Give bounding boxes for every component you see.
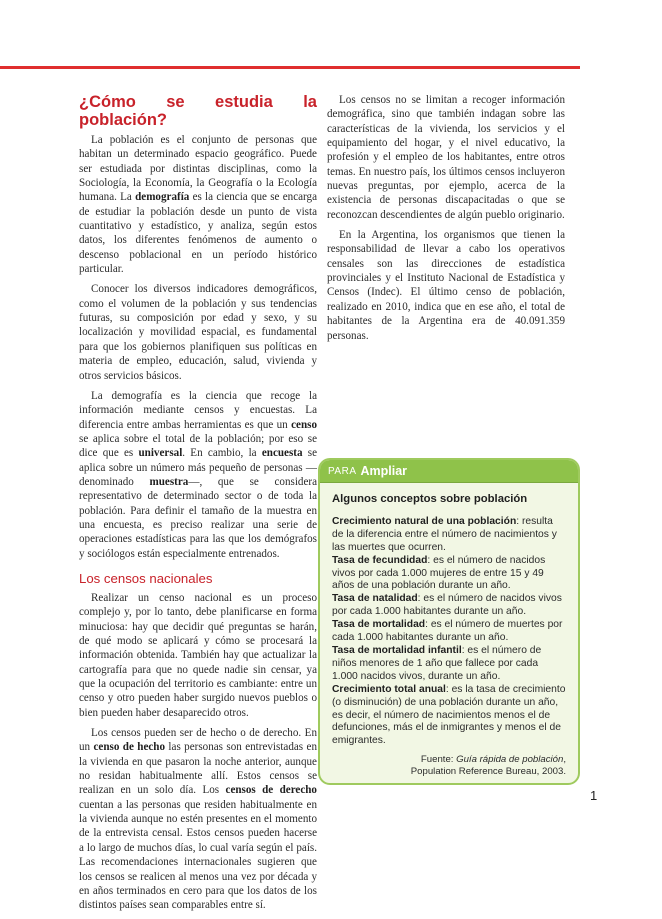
sidebar-heading: Algunos conceptos sobre población (332, 493, 528, 505)
definition-item: Tasa de natalidad: es el número de nacidos vivos por cada 1.000 habitantes durante un año. (332, 593, 562, 618)
para-ampliar-box (318, 458, 580, 785)
paragraph: La población es el conjunto de personas que habitan un determinado espacio geográfico. Puede ser estudiada por distintas disciplinas, como la Sociología, la Economía, la Geografía o la Ecología humana. La demografía es la ciencia que se encarga de estudiar la población desde un punto de vista cuantitativo y estadístico, y analiza, según estos datos, los diferentes fenómenos de aumento o descenso poblacional en un período histórico particular. (79, 134, 318, 276)
paragraph: En la Argentina, los organismos que tienen la responsabilidad de llevar a cabo los operativos censales son las direcciones de estadística provinciales y el Instituto Nacional de Estadística y Censos (Indec). El último censo de población, realizado en 2010, indica que en ese año, el total de habitantes de la Argentina era de 40.091.359 personas. (327, 229, 565, 342)
paragraph: Realizar un censo nacional es un proceso complejo y, por lo tanto, debe planificarse en forma minuciosa: hay que decidir qué preguntas se harán, de qué modo se aplicará y cómo se procesará la información obtenida. También hay que actualizar la cartografía para que no quede nadie sin censar, ya que la ocupación del territorio es cambiante: entre un censo y otro pueden haber surgido nuevos pueblos o bien pueden haber desaparecido otros. (79, 591, 317, 719)
paragraph: Conocer los diversos indicadores demográficos, como el volumen de la población y sus tendencias futuras, su composición por edad y sexo, y su localización y movilidad espacial, es fundamental para que los gobiernos planifiquen sus políticas en materia de empleo, educación, salud, vivienda y otros servicios básicos. (79, 283, 317, 382)
paragraph: Los censos no se limitan a recoger información demográfica, sino que también indagan sobre las características de la vivienda, los servicios y el equipamiento del hogar, y el nivel educativo, la profesión y el empleo de los habitantes, entre otros temas. En nuestro país, los últimos censos incluyeron nuevas preguntas, por ejemplo, acerca de la existencia de personas discapacitadas o que se reconozcan descendientes de algún pueblo originario. (327, 94, 565, 221)
definition-item: Crecimiento natural de una población: resulta de la diferencia entre el número de nacimientos y las muertes que ocurren. (332, 515, 557, 553)
sidebar-title: Ampliar (360, 464, 408, 478)
section-title: ¿Cómo se estudia la población? (79, 93, 317, 129)
definition-item: Tasa de mortalidad infantil: es el número de niños menores de 1 año que fallece por cada 1.000 nacidos vivos, durante un año. (332, 644, 542, 682)
page-number: 1 (590, 788, 598, 803)
paragraph: Los censos pueden ser de hecho o de derecho. En un censo de hecho las personas son entrevistadas en la vivienda en que pasaron la noche anterior, aunque no residan habitualmente allí. Estos censos se realizan en un solo día. Los censos de derecho cuentan a las personas que residen habitualmente en la vivienda aunque no estén presentes en el momento de la entrevista censal. Estos censos pueden hacerse a lo largo de muchos días, lo cual varía según el país. Las recomendaciones internacionales sugieren que los censos se realicen al menos una vez por década y en años terminados en cero para que los datos de los distintos países sean comparables entre sí. (79, 727, 317, 912)
definition-item: Tasa de mortalidad: es el número de muertes por cada 1.000 habitantes durante un año. (332, 619, 563, 644)
definition-item: Tasa de fecundidad: es el número de nacidos vivos por cada 1.000 mujeres de entre 15 y 49 años de una población durante un año. (332, 554, 546, 592)
top-rule (0, 66, 580, 69)
sidebar-header (320, 460, 578, 483)
sidebar-body (320, 483, 578, 778)
right-column (327, 93, 565, 349)
source-citation: Fuente: Guía rápida de población, Population Reference Bureau, 2003. (410, 754, 566, 778)
subsection-title: Los censos nacionales (79, 570, 213, 586)
definition-item: Crecimiento total anual: es la tasa de crecimiento (o disminución) de una población durante un año, es decir, el número de nacimientos menos el de defunciones, más el de inmigrantes y menos el de emigrantes. (332, 683, 566, 747)
paragraph: La demografía es la ciencia que recoge la información mediante censos y encuestas. La diferencia entre ambas herramientas es que un censo se aplica sobre el total de la población; por eso se dice que es universal. En cambio, la encuesta se aplica sobre un número más pequeño de personas —denominado muestra—, que se considera representativo de determinado sector o de toda la población. Para definir el tamaño de la muestra en una encuesta, es preciso realizar una serie de operaciones estadísticas para las que los demógrafos y sociólogos están especialmente entrenados. (79, 389, 318, 560)
sidebar-tag: PARA (328, 465, 357, 477)
left-column (79, 93, 317, 919)
